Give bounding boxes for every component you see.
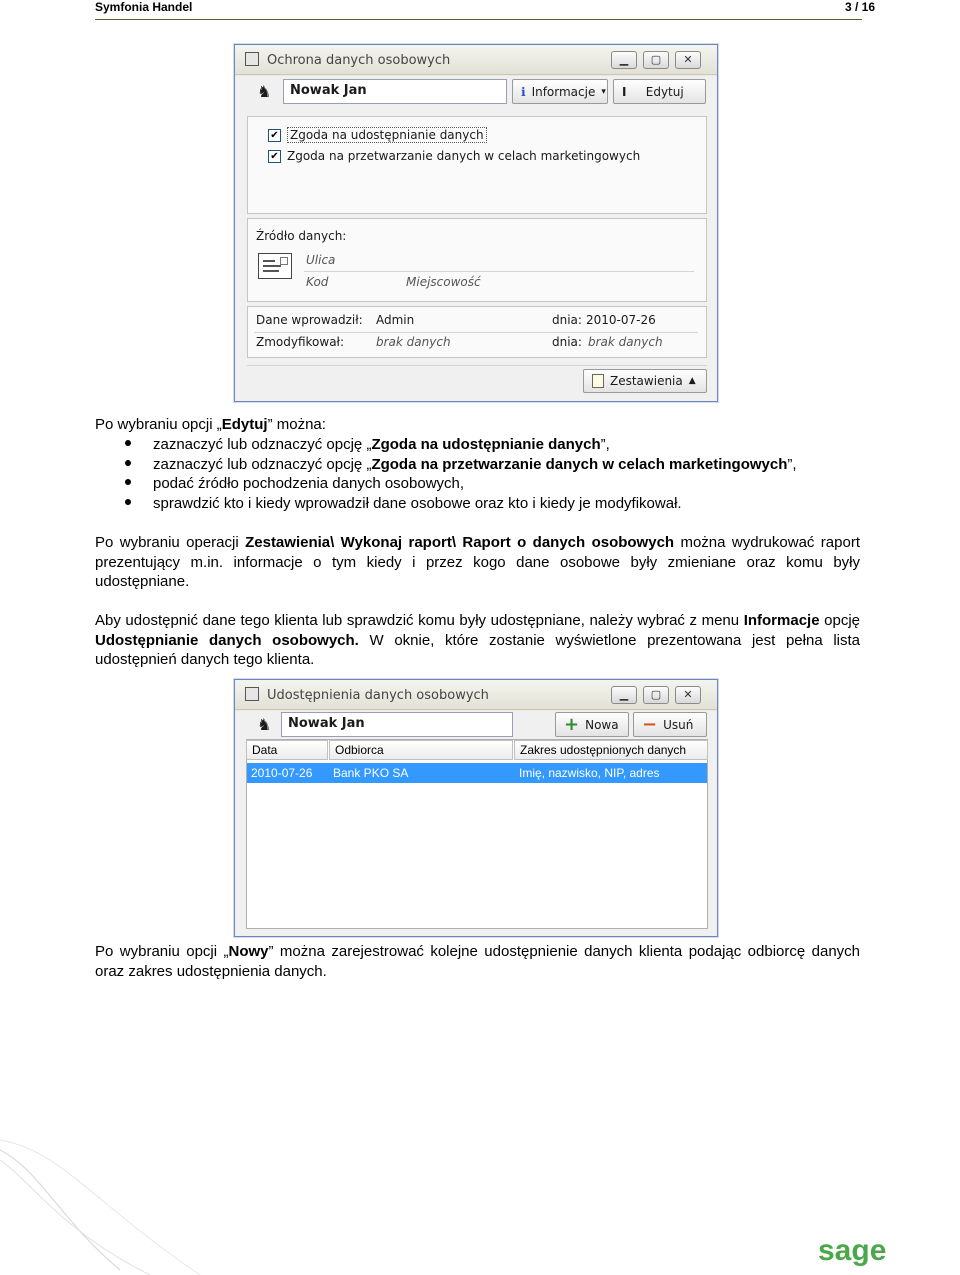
svg-text:sage: sage (818, 1236, 887, 1267)
reports-path: Zestawienia\ Wykonaj raport\ Raport o danych osobowych (245, 534, 675, 551)
consent-marketing-row[interactable] (268, 149, 640, 163)
bullet-pre: zaznaczyć lub odznaczyć opcję „ (153, 436, 372, 453)
minimize-button[interactable]: ▁ (611, 686, 637, 704)
new-option-paragraph (95, 942, 860, 981)
data-protection-dialog (234, 44, 718, 402)
new-option-name: Nowy (228, 943, 269, 960)
street-row[interactable] (306, 253, 335, 267)
edit-option-name: Edytuj (221, 416, 268, 433)
reports-text-pre: Po wybraniu operacji (95, 534, 246, 551)
entered-by-row (256, 313, 363, 327)
bullet-icon (125, 460, 131, 466)
row-scope: Imię, nazwisko, NIP, adres (519, 766, 660, 780)
sharing-text-pre: Aby udostępnić dane tego klienta lub sprawdzić komu były udostępniane, należy wybrać z menu (95, 612, 744, 629)
audit-separator (254, 332, 698, 333)
entered-by-label: Dane wprowadził: (256, 313, 363, 327)
sage-logo (818, 1236, 892, 1268)
entered-date-row (586, 313, 656, 327)
bullet-icon (125, 440, 131, 446)
entered-date-label-row (552, 313, 582, 327)
consent-sharing-checkbox[interactable]: ✔ (268, 129, 281, 142)
modified-date-row (588, 335, 663, 349)
dialog-titlebar (235, 680, 717, 710)
edit-button[interactable] (613, 79, 706, 104)
postal-code-label: Kod (306, 275, 329, 289)
sharing-text-post: W oknie, które zostanie wyświetlone prezentowana jest pełna lista udostępnień danych tego klienta. (95, 631, 860, 668)
entered-date-value: 2010-07-26 (586, 313, 656, 327)
modified-date-value: brak danych (588, 335, 663, 349)
row-recipient: Bank PKO SA (333, 766, 409, 780)
info-icon: ℹ (521, 84, 526, 99)
sage-logo-graphic (818, 1236, 892, 1268)
modified-by-row (256, 335, 344, 349)
arrow-up-icon: ▲ (688, 376, 696, 386)
close-button[interactable]: ✕ (675, 51, 701, 69)
bullet-post: ”, (787, 456, 797, 473)
dialog-titlebar (235, 45, 717, 75)
source-label: Źródło danych: (256, 229, 347, 243)
person-icon: ♞ (257, 715, 272, 734)
new-button[interactable] (555, 712, 629, 737)
consent-sharing-row[interactable] (268, 127, 487, 143)
bullet-bold: Zgoda na przetwarzanie danych w celach marketingowych (371, 456, 788, 473)
intro-text: Po wybraniu opcji (95, 416, 213, 433)
header-divider (95, 19, 862, 20)
column-header-scope[interactable]: Zakres udostępnionych danych (514, 740, 708, 760)
sharing-dialog (234, 679, 718, 937)
minus-icon: − (642, 714, 658, 735)
window-icon (245, 687, 259, 701)
reports-button[interactable] (583, 369, 707, 393)
table-row[interactable] (247, 763, 707, 783)
street-underline (304, 271, 694, 272)
modified-by-label: Zmodyfikował: (256, 335, 345, 349)
consent-marketing-label: Zgoda na przetwarzanie danych w celach marketingowych (287, 149, 641, 163)
column-header-date[interactable]: Data (246, 740, 328, 760)
consent-sharing-label: Zgoda na udostępnianie danych (287, 127, 487, 143)
intro-paragraph: Po wybraniu opcji „Edytuj” można: (95, 416, 326, 433)
person-icon: ♞ (257, 82, 272, 101)
city-row[interactable] (406, 275, 481, 289)
bullet-item (125, 455, 797, 475)
sharing-text-mid: opcję (819, 612, 860, 629)
maximize-button[interactable]: ▢ (643, 686, 669, 704)
plus-icon: + (564, 714, 580, 735)
option-sharing: Udostępnianie danych osobowych. (95, 631, 359, 649)
street-label: Ulica (306, 253, 336, 267)
data-source-group (247, 218, 707, 302)
envelope-card-icon (258, 253, 292, 279)
consent-group (247, 116, 707, 214)
source-heading (256, 229, 346, 243)
dialog-title: Udostępnienia danych osobowych (267, 688, 489, 703)
reports-text-post: można wydrukować raport prezentujący m.in. informacje o tym kiedy i przez kogo dane osobowe były zmieniane oraz komu były udostępniane. (95, 534, 860, 590)
reports-button-label: Zestawienia (610, 374, 683, 388)
entered-by-value: Admin (376, 313, 415, 327)
bullet-icon (125, 479, 131, 485)
client-name-field[interactable]: Nowak Jan (283, 79, 507, 104)
row-date: 2010-07-26 (251, 766, 313, 780)
new-text-pre: Po wybraniu opcji „ (95, 943, 229, 960)
minimize-button[interactable]: ▁ (611, 51, 637, 69)
new-button-label: Nowa (585, 717, 619, 732)
intro-tail: można: (276, 416, 326, 433)
maximize-button[interactable]: ▢ (643, 51, 669, 69)
sharing-paragraph (95, 611, 860, 670)
new-text-post: ” można zarejestrować kolejne udostępnienie danych klienta podając odbiorcę danych oraz zakres udostępnienia danych. (95, 943, 860, 980)
menu-information: Informacje (743, 612, 820, 629)
text-cursor-icon: I (622, 84, 627, 99)
city-label: Miejscowość (406, 275, 481, 289)
delete-button[interactable] (633, 712, 707, 737)
audit-group (247, 306, 707, 358)
window-icon (245, 52, 259, 66)
bullet-pre: podać źródło pochodzenia danych osobowych, (153, 475, 465, 492)
consent-marketing-checkbox[interactable]: ✔ (268, 150, 281, 163)
bullet-item (125, 494, 682, 514)
bullet-post: ”, (600, 436, 610, 453)
entered-date-label: dnia: (552, 313, 582, 327)
bullet-pre: zaznaczyć lub odznaczyć opcję „ (153, 456, 372, 473)
dialog-title: Ochrona danych osobowych (267, 53, 451, 68)
document-title: Symfonia Handel (95, 0, 193, 14)
page-number: 3 / 16 (845, 0, 876, 14)
document-icon (592, 374, 604, 388)
information-button[interactable] (512, 79, 608, 104)
bullet-item (125, 474, 464, 494)
chevron-down-icon: ▾ (601, 86, 606, 97)
modified-date-label-row (552, 335, 582, 349)
bullet-icon (125, 499, 131, 505)
entered-by-value-row (376, 313, 414, 327)
dialog-body (235, 76, 717, 401)
modified-date-label: dnia: (552, 335, 582, 349)
decorative-swoosh (0, 1140, 260, 1275)
close-button[interactable]: ✕ (675, 686, 701, 704)
delete-button-label: Usuń (663, 717, 694, 732)
bullet-item (125, 435, 610, 455)
postal-code-row[interactable] (306, 275, 328, 289)
column-header-recipient[interactable]: Odbiorca (329, 740, 513, 760)
footer-separator (247, 365, 707, 366)
modified-by-value-row (376, 335, 451, 349)
edit-button-label: Edytuj (645, 84, 684, 99)
bullet-bold: Zgoda na udostępnianie danych (371, 436, 601, 453)
modified-by-value: brak danych (376, 335, 451, 349)
client-name-field[interactable]: Nowak Jan (281, 712, 513, 737)
reports-paragraph (95, 533, 860, 592)
information-button-label: Informacje (531, 84, 596, 99)
bullet-pre: sprawdzić kto i kiedy wprowadził dane osobowe oraz kto i kiedy je modyfikował. (153, 495, 682, 512)
